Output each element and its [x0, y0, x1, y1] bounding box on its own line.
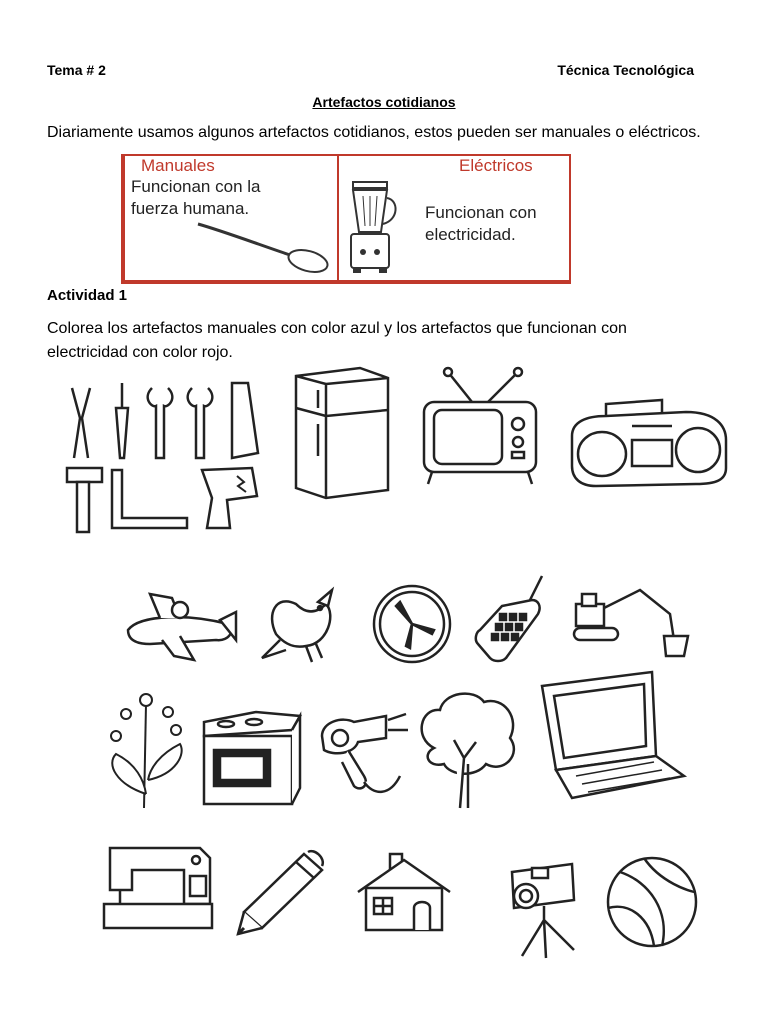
sewing-machine-icon [100, 840, 218, 936]
clock-icon [370, 582, 454, 666]
television-icon [418, 366, 544, 488]
spoon-icon [193, 216, 333, 276]
electric-title: Eléctricos [459, 156, 533, 175]
excavator-icon [570, 584, 700, 664]
activity-instruction [47, 317, 687, 365]
manual-text-1: Funcionan con la [131, 177, 261, 196]
intro-text: Diariamente usamos algunos artefactos cotidianos, estos pueden ser manuales o eléctricos. [47, 124, 701, 141]
pencil-icon [234, 848, 328, 938]
page-title: Artefactos cotidianos [312, 94, 456, 110]
laptop-icon [536, 666, 688, 806]
plant-icon [96, 684, 196, 810]
tools-icon [52, 378, 272, 538]
bird-icon [256, 584, 340, 666]
manual-electric-infobox [121, 154, 571, 284]
topic-number: Tema # 2 [47, 62, 106, 78]
electric-text-2: electricidad. [425, 225, 516, 244]
manual-text-2: fuerza humana. [131, 199, 250, 218]
box-border [121, 156, 125, 282]
refrigerator-icon [290, 366, 394, 500]
house-icon [354, 852, 454, 934]
tree-icon [414, 688, 524, 810]
instruction-line-2: electricidad con color rojo. [47, 344, 233, 361]
activity-title: Actividad 1 [47, 287, 128, 304]
manual-title: Manuales [141, 156, 215, 175]
airplane-icon [120, 584, 240, 664]
stove-icon [196, 708, 304, 810]
blender-icon [345, 180, 403, 276]
box-border [123, 280, 569, 284]
hairdryer-icon [314, 706, 414, 810]
cellphone-icon [472, 572, 554, 664]
instruction-line-1: Colorea los artefactos manuales con color azul y los artefactos que funcionan con [47, 320, 627, 337]
radio-icon [566, 396, 732, 490]
electric-text-1: Funcionan con [425, 203, 537, 222]
ball-icon [600, 852, 704, 950]
box-divider [337, 156, 339, 282]
subject-name: Técnica Tecnológica [557, 62, 694, 78]
camera-icon [504, 860, 588, 960]
